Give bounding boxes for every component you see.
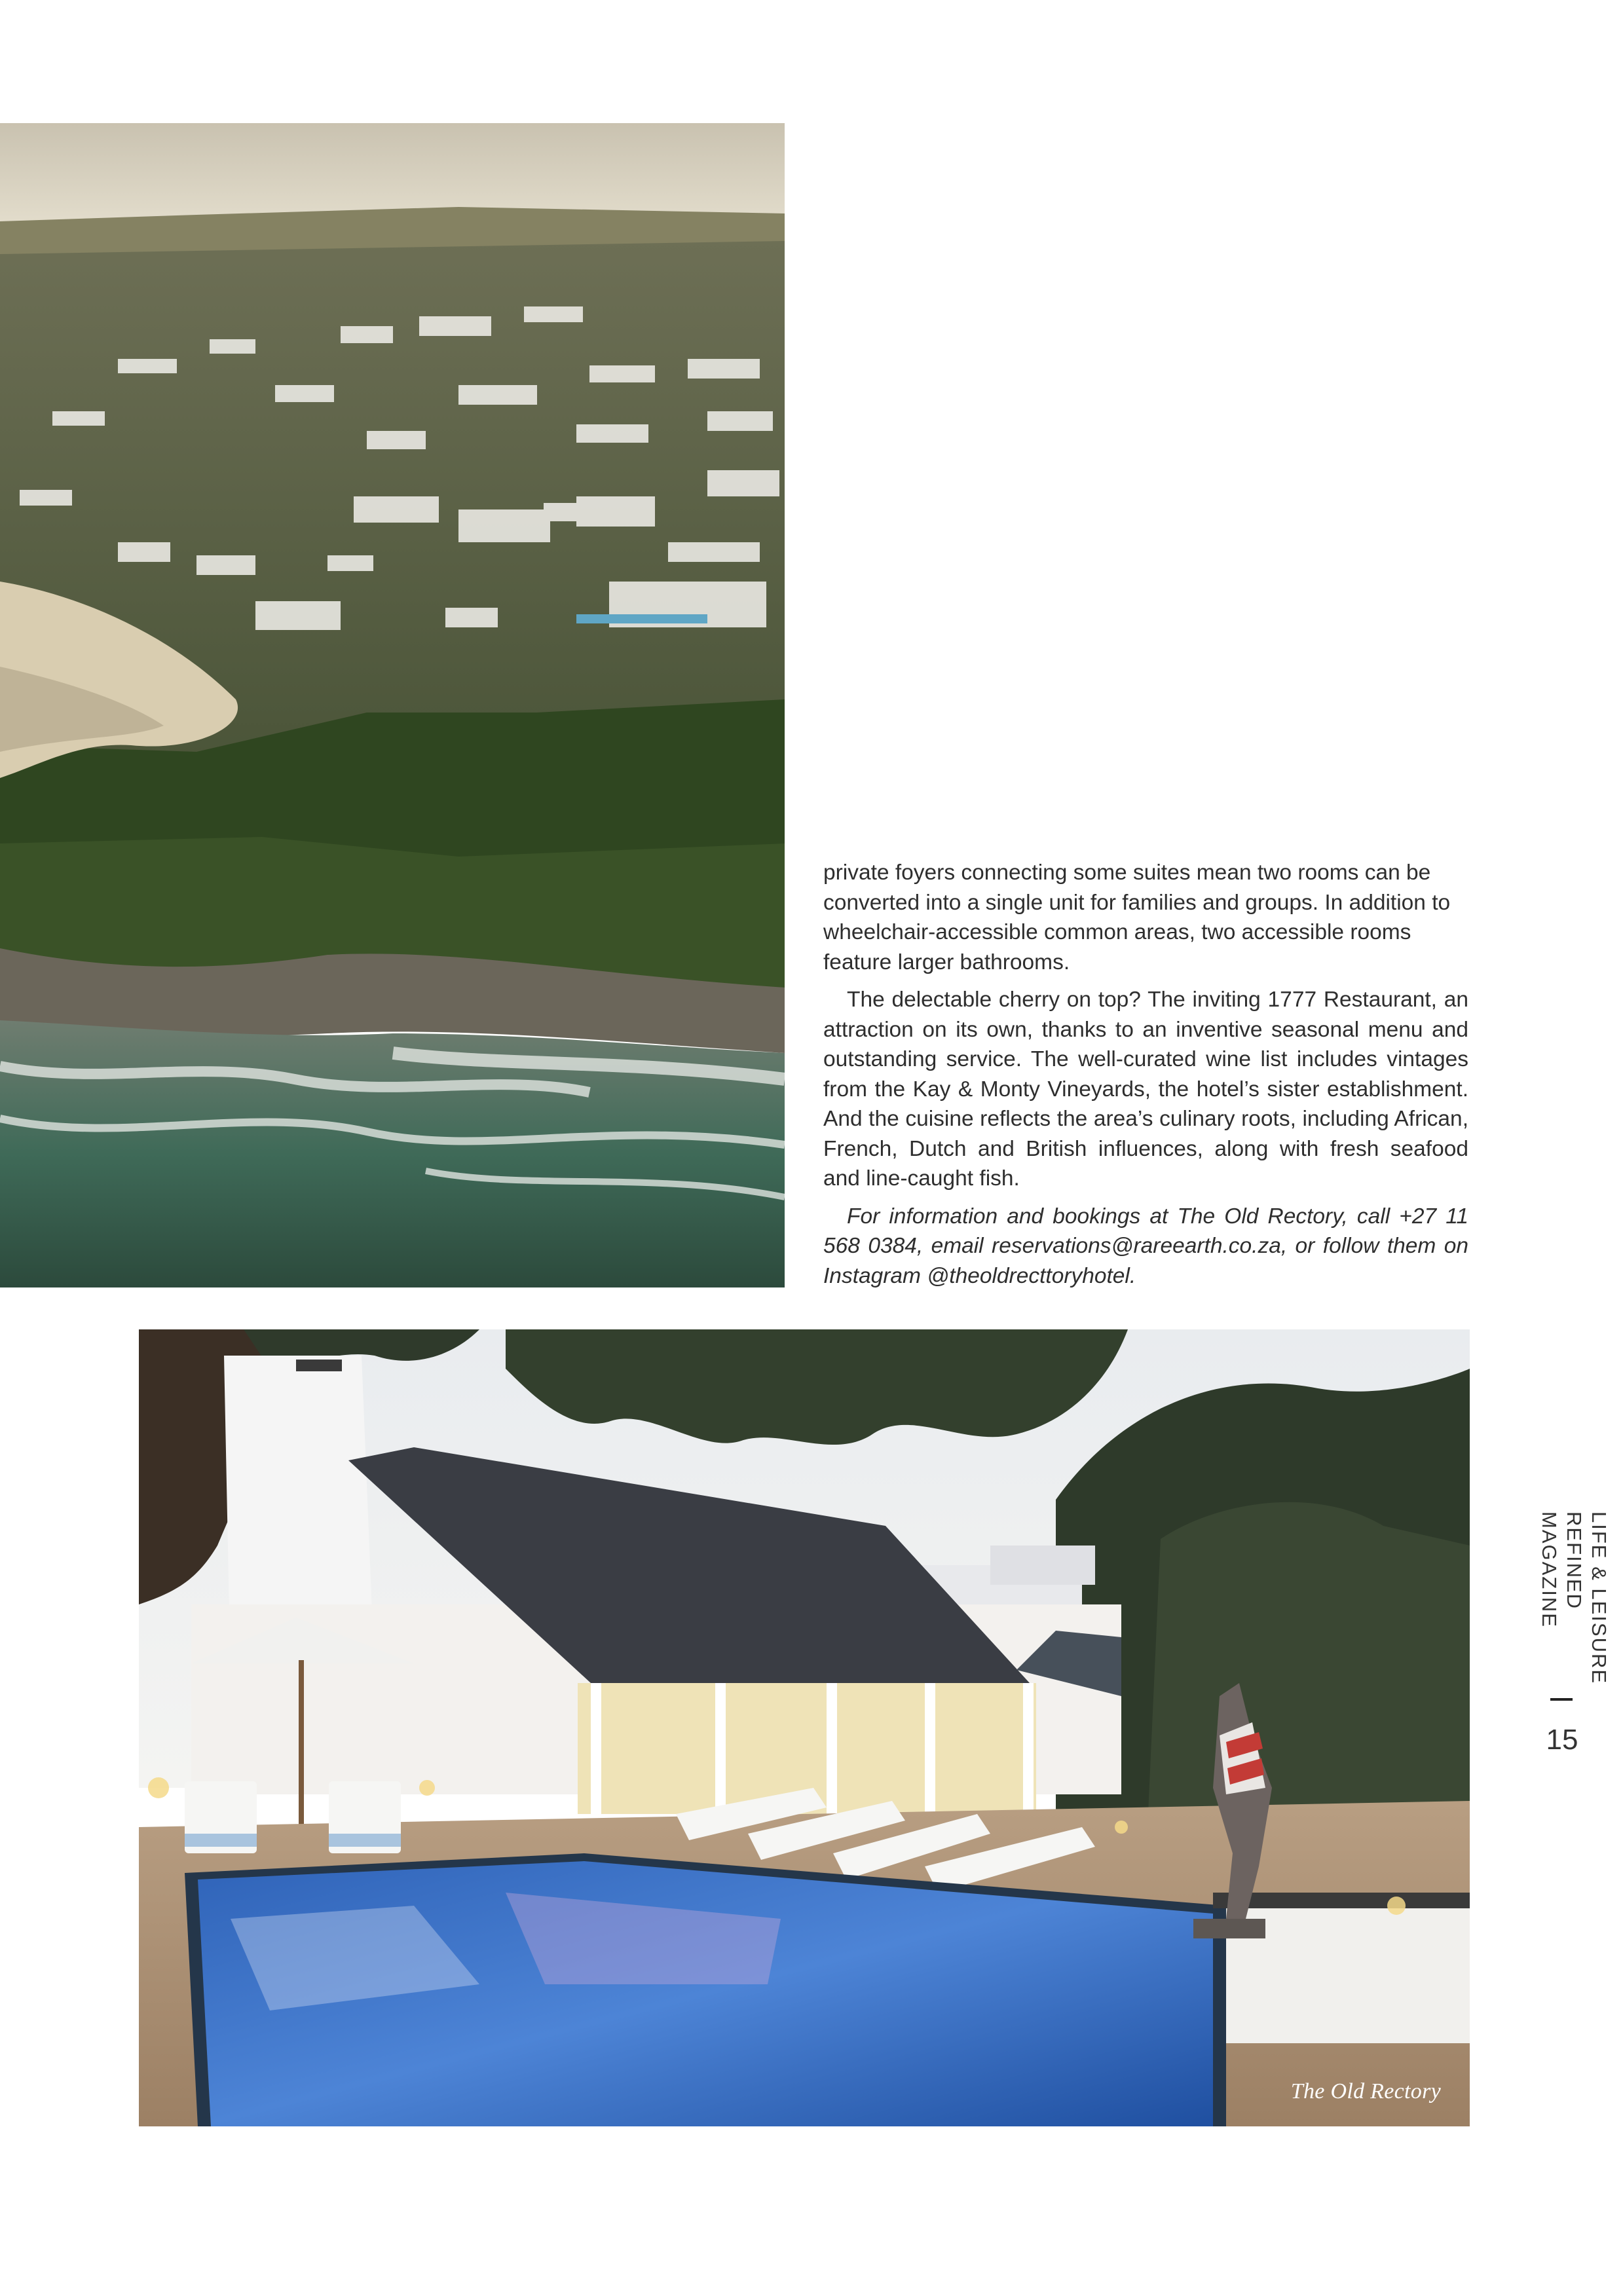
magazine-name-line-1: LIFE & LEISURE bbox=[1588, 1511, 1611, 1685]
folio-divider bbox=[1550, 1698, 1573, 1701]
article-paragraph-1: private foyers connecting some suites mean two rooms can be converted into a single unit for families and groups. In addition to wheelchair-accessible common areas, two accessible rooms feature larger bathrooms. bbox=[823, 861, 1451, 974]
magazine-name-line-2: REFINED MAGAZINE bbox=[1538, 1511, 1586, 1628]
article-body bbox=[823, 858, 1468, 1299]
photo-caption: The Old Rectory bbox=[1290, 2079, 1441, 2103]
pool-photo bbox=[139, 1329, 1470, 2126]
booking-info-paragraph: For information and bookings at The Old Rectory, call +27 11 568 0384, email reservations@rareearth.co.za, or follow them on Instagram @theoldrecttoryhotel. bbox=[823, 1204, 1468, 1288]
magazine-name-vertical bbox=[1526, 1511, 1611, 1688]
pool-image bbox=[139, 1329, 1470, 2126]
page-number: 15 bbox=[1546, 1724, 1578, 1756]
article-paragraph-2: The delectable cherry on top? The inviting 1777 Restaurant, an attraction on its own, thanks to an inventive seasonal menu and outstanding service. The well-curated wine list includes vintages from the Kay & Monty Vineyards, the hotel’s sister establishment. And the cuisine reflects the area’s culinary roots, including African, French, Dutch and British influences, along with fresh seafood and line-caught fish. bbox=[823, 988, 1468, 1191]
aerial-coast-photo bbox=[0, 123, 785, 1287]
aerial-coast-image bbox=[0, 123, 785, 1287]
